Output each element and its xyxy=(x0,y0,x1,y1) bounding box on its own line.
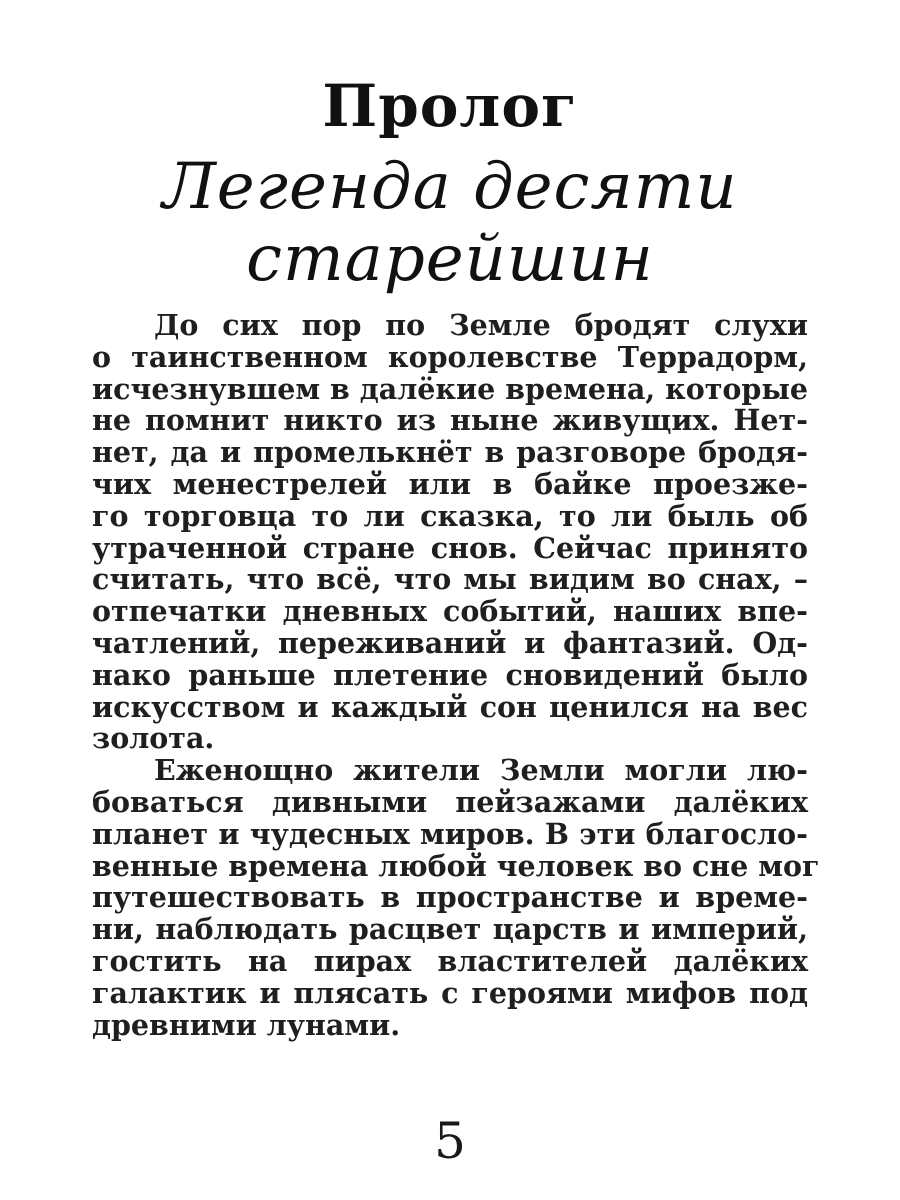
text-line: галактик и плясать с героями мифов под xyxy=(92,975,808,1010)
text-line: о таинственном королевстве Террадорм, xyxy=(92,339,808,374)
text-line: Еженощно жители Земли могли лю- xyxy=(154,753,808,788)
chapter-title-line-2: старейшин xyxy=(246,222,654,296)
text-line: золота. xyxy=(92,721,215,756)
text-line: чатлений, переживаний и фантазий. Од- xyxy=(92,625,808,660)
text-line: планет и чудесных миров. В эти благосло- xyxy=(92,816,808,851)
text-line: гостить на пирах властителей далёких xyxy=(92,943,808,978)
body-text xyxy=(92,308,820,1042)
text-line: древними лунами. xyxy=(92,1007,401,1042)
paragraph-2 xyxy=(92,753,820,1042)
text-line: боваться дивными пейзажами далёких xyxy=(92,784,808,819)
paragraph-1 xyxy=(92,310,808,755)
text-line: искусством и каждый сон ценился на вес xyxy=(92,689,808,724)
text-line: считать, что всё, что мы видим во снах, – xyxy=(92,562,808,597)
text-line: не помнит никто из ныне живущих. Нет- xyxy=(92,403,808,438)
text-line: венные времена любой человек во сне мог xyxy=(92,848,820,883)
chapter-title-line-1: Легенда десяти xyxy=(162,150,738,224)
text-line: чих менестрелей или в байке проезже- xyxy=(92,466,808,501)
text-line: путешествовать в пространстве и време- xyxy=(92,880,808,915)
text-line: утраченной стране снов. Сейчас принято xyxy=(92,530,808,565)
text-line: До сих пор по Земле бродят слухи xyxy=(154,308,808,342)
text-line: нет, да и промелькнёт в разговоре бродя- xyxy=(92,435,808,470)
page-number: 5 xyxy=(434,1112,466,1170)
chapter-label: Пролог xyxy=(322,72,578,140)
text-line: исчезнувшем в далёкие времена, которые xyxy=(92,371,809,406)
text-line: нако раньше плетение сновидений было xyxy=(92,657,808,692)
text-line: го торговца то ли сказка, то ли быль об xyxy=(92,498,808,533)
text-line: отпечатки дневных событий, наших впе- xyxy=(92,594,808,629)
text-line: ни, наблюдать расцвет царств и империй, xyxy=(92,912,808,947)
